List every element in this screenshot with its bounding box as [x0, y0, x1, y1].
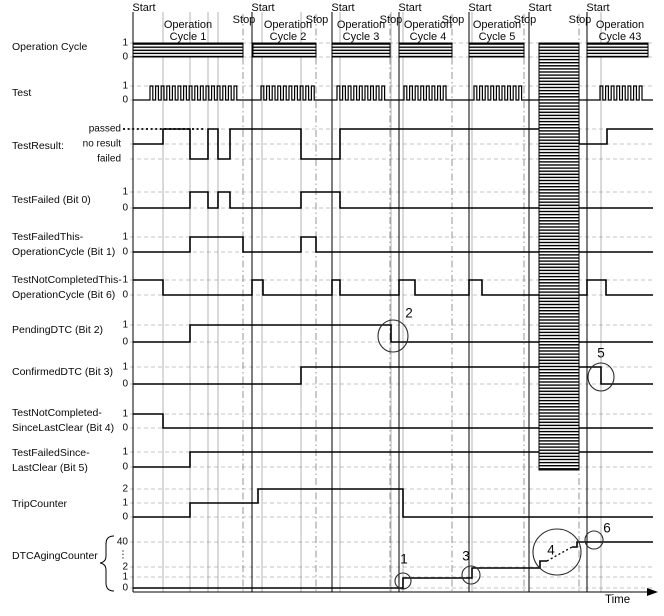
level-label: 1: [122, 319, 128, 331]
cycle-title-line1: Operation: [403, 19, 453, 31]
row-label-operation-cycle: Operation Cycle: [12, 40, 88, 53]
annotation-number-2: 2: [405, 305, 413, 321]
cycle-title-line2: Cycle 4: [409, 31, 447, 43]
level-label: 0: [122, 289, 128, 301]
row-label-test-failed-this-operation-cycle-bit1: OperationCycle (Bit 1): [12, 245, 116, 258]
wave-dtc-aging-counter: [572, 542, 653, 547]
operation-cycle-band: [332, 43, 390, 57]
skipped-cycles-block: [539, 43, 579, 470]
annotation-circle-4: [533, 529, 581, 575]
operation-cycle-band: [133, 43, 243, 57]
start-label: Start: [132, 2, 156, 14]
aging-brace: [100, 536, 114, 591]
level-label: 1: [122, 186, 128, 198]
level-label: 0: [122, 51, 128, 63]
level-label: passed: [88, 123, 121, 135]
annotation-number-4: 4: [547, 542, 555, 558]
annotation-number-1: 1: [400, 551, 408, 567]
time-axis-arrow: [647, 588, 658, 596]
cycle-title-line2: Cycle 2: [269, 31, 307, 43]
level-label: 1: [122, 231, 128, 243]
row-label-confirmed-dtc-bit3: ConfirmedDTC (Bit 3): [12, 365, 113, 378]
row-label-test-failed-since-last-clear-bit5: LastClear (Bit 5): [12, 461, 88, 474]
row-label-test-not-completed-this-operation-cycle-bit6: TestNotCompletedThis-: [12, 273, 122, 286]
level-label: 0: [122, 422, 128, 434]
stop-label: Stop: [568, 14, 592, 26]
level-label: 0: [122, 94, 128, 106]
level-label: 0: [122, 246, 128, 258]
row-label-test-not-completed-since-last-clear-bit4: SinceLastClear (Bit 4): [12, 421, 115, 434]
level-label: no result: [82, 138, 121, 150]
level-label: 2: [122, 561, 128, 573]
cycle-title-line2: Cycle 43: [598, 31, 642, 43]
level-label: 1: [122, 80, 128, 92]
level-label: 1: [122, 497, 128, 509]
row-label-test: Test: [12, 86, 32, 99]
operation-cycle-band: [469, 43, 524, 57]
start-label: Start: [398, 2, 422, 14]
level-label: 1: [122, 274, 128, 286]
level-label: 0: [122, 582, 128, 594]
cycle-title-line2: Cycle 1: [169, 31, 207, 43]
cycle-title-line1: Operation: [163, 19, 213, 31]
row-label-dtc-aging-counter: DTCAgingCounter: [12, 549, 98, 562]
cycle-title-line1: Operation: [595, 19, 645, 31]
operation-cycle-band: [399, 43, 452, 57]
level-label: 2: [122, 483, 128, 495]
cycle-title-line1: Operation: [263, 19, 313, 31]
row-label-test-failed-since-last-clear-bit5: TestFailedSince-: [12, 446, 90, 459]
stop-label: Stop: [441, 14, 465, 26]
annotation-circle-3: [462, 566, 480, 584]
cycle-title-line2: Cycle 3: [342, 31, 380, 43]
level-label: 0: [122, 202, 128, 214]
time-axis-label: Time: [605, 594, 631, 606]
stop-label: Stop: [379, 14, 403, 26]
annotation-circle-6: [585, 531, 603, 549]
row-label-test-failed-bit0: TestFailed (Bit 0): [12, 193, 91, 206]
row-label-test-not-completed-this-operation-cycle-bit6: OperationCycle (Bit 6): [12, 288, 116, 301]
annotation-number-3: 3: [462, 548, 470, 564]
level-label: 40: [116, 536, 128, 548]
cycle-title-line2: Cycle 5: [478, 31, 516, 43]
cycle-title-line1: Operation: [336, 19, 386, 31]
level-label: 0: [122, 378, 128, 390]
row-label-pending-dtc-bit2: PendingDTC (Bit 2): [12, 323, 104, 336]
level-label: 0: [122, 511, 128, 523]
start-label: Start: [331, 2, 355, 14]
row-label-test-result: TestResult:: [12, 139, 64, 152]
level-label: 1: [122, 37, 128, 49]
operation-cycle-band: [253, 43, 316, 57]
start-label: Start: [468, 2, 492, 14]
annotation-number-5: 5: [597, 345, 605, 361]
row-label-test-failed-this-operation-cycle-bit1: TestFailedThis-: [12, 230, 84, 243]
start-label: Start: [251, 2, 275, 14]
level-label: 1: [122, 408, 128, 420]
stop-label: Stop: [232, 14, 256, 26]
stop-label: Stop: [513, 14, 537, 26]
operation-cycle-band: [587, 43, 648, 57]
row-label-test-not-completed-since-last-clear-bit4: TestNotCompleted-: [12, 406, 102, 419]
cycle-title-line1: Operation: [472, 19, 522, 31]
stop-label: Stop: [305, 14, 329, 26]
level-label: 0: [122, 461, 128, 473]
level-label: 1: [122, 361, 128, 373]
level-label: ⋮: [118, 549, 128, 561]
level-label: 0: [122, 336, 128, 348]
start-label: Start: [586, 2, 610, 14]
start-label: Start: [528, 2, 552, 14]
row-label-trip-counter: TripCounter: [12, 497, 68, 510]
level-label: failed: [97, 153, 121, 165]
annotation-number-6: 6: [603, 520, 611, 536]
level-label: 1: [122, 446, 128, 458]
level-label: 1: [122, 571, 128, 583]
